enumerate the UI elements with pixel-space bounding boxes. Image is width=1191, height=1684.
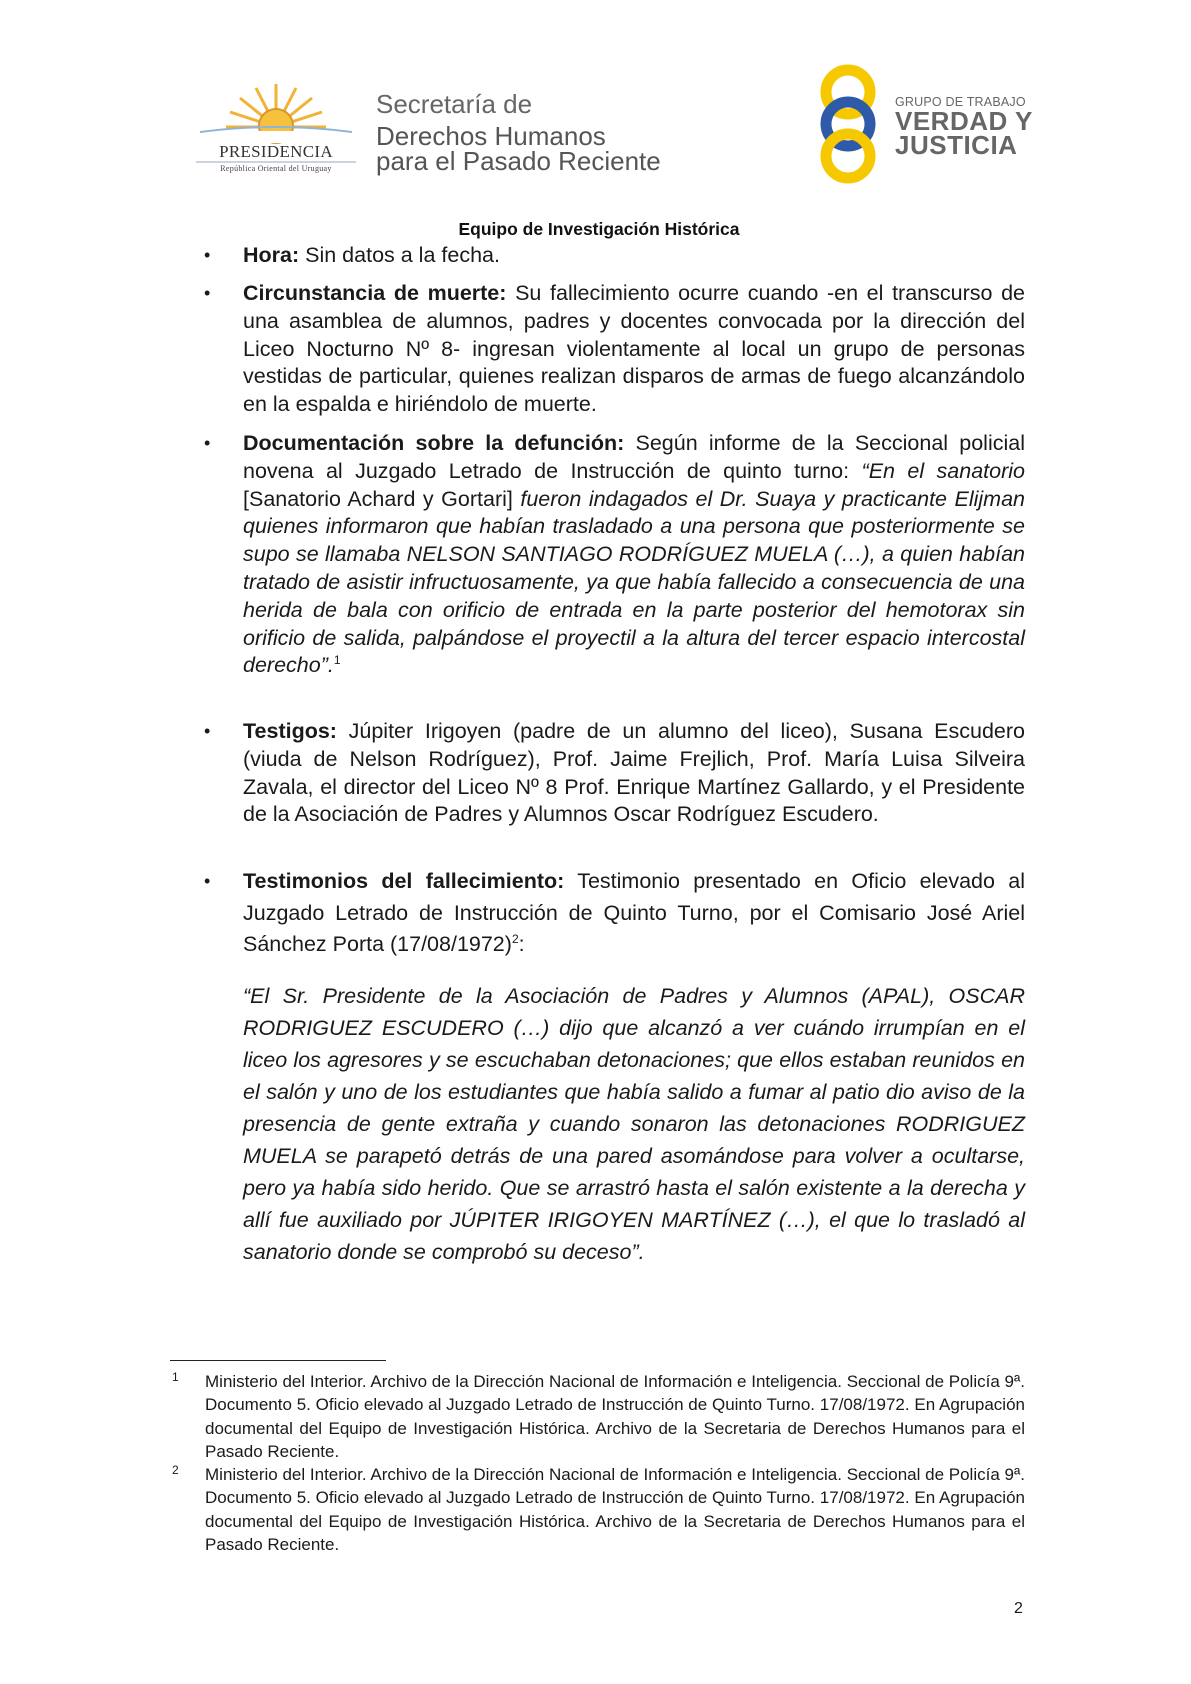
item-testigos-text: Júpiter Irigoyen (padre de un alumno del liceo), Susana Escudero (viuda de Nelson Rodríguez), Prof. Jaime Frejlich, Prof. María Luisa Silveira Zavala, el director del Liceo Nº 8 Prof. Enrique Martínez Gallardo, y el Presidente de la Asociación de Padres y Alumnos Oscar Rodríguez Escudero. [243, 719, 1025, 827]
item-circunstancia [243, 280, 1025, 419]
footnote-2-number: 2 [172, 1463, 179, 1477]
item-documentacion-label: Documentación sobre la defunción: [243, 431, 625, 455]
secretaria-line-1: Secretaría de [376, 89, 533, 119]
item-testigos [243, 718, 1025, 829]
footnote-2-text: Ministerio del Interior. Archivo de la Dirección Nacional de Información e Inteligencia. Seccional de Policía 9ª. Documento 5. Oficio elevado al Juzgado Letrado de Instrucción de Quinto Turno. 17/08/1972. En Agrupación documental del Equipo de Investigación Histórica. Archivo de la Secretaria de Derechos Humanos para el Pasado Reciente. [205, 1465, 1025, 1555]
item-documentacion [243, 430, 1025, 680]
item-hora-label: Hora: [243, 243, 300, 267]
bullet-icon: • [204, 283, 211, 303]
bullet-icon: • [204, 433, 211, 453]
item-documentacion-intro: Según informe de la Seccional policial novena al Juzgado Letrado de Instrucción de quinto turno: [243, 431, 1025, 483]
bullet-icon: • [204, 871, 211, 891]
bullet-icon: • [204, 245, 211, 265]
testimony-quote: “El Sr. Presidente de la Asociación de Padres y Alumnos (APAL), OSCAR RODRIGUEZ ESCUDERO (…) dijo que alcanzó a ver cuándo irrumpían en el liceo los agresores y se escuchaban detonaciones; que ellos estaban reunidos en el salón y uno de los estudiantes que había salido a fumar al patio dio aviso de la presencia de gente extraña y cuando sonaron las detonaciones RODRIGUEZ MUELA se parapetó detrás de una pared asomándose para volver a ocultarse, pero ya había sido herido. Que se arrastró hasta el salón existente a la derecha y allí fue auxiliado por JÚPITER IRIGOYEN MARTÍNEZ (…), el que lo trasladó al sanatorio donde se comprobó su deceso”. [243, 984, 1025, 1264]
item-documentacion-quote-2: fueron indagados el Dr. Suaya y practicante Elijman quienes informaron que habían trasladado a una persona que posteriormente se supo se llamaba NELSON SANTIAGO RODRÍGUEZ MUELA (…), a quien habían tratado de asistir infructuosamente, ya que había fallecido a consecuencia de una herida de bala con orificio de entrada en la parte posterior del hemotorax sin orificio de salida, palpándose el proyectil a la altura del tercer espacio intercostal derecho”. [243, 486, 1025, 678]
footnote-1-number: 1 [172, 1370, 179, 1384]
bullet-icon: • [204, 721, 211, 741]
footnote-ref-1[interactable]: 1 [333, 653, 341, 668]
rings-icon [808, 62, 888, 184]
grupo-line-3: JUSTICIA [895, 130, 1018, 160]
item-documentacion-quote-1: “En el sanatorio [861, 458, 1025, 483]
secretaria-line-3: para el Pasado Reciente [376, 146, 661, 176]
item-testimonios-label: Testimonios del fallecimiento: [243, 869, 565, 893]
grupo-rings-logo [808, 62, 888, 184]
footnote-1-text: Ministerio del Interior. Archivo de la Dirección Nacional de Información e Inteligencia. Seccional de Policía 9ª. Documento 5. Oficio elevado al Juzgado Letrado de Instrucción de Quinto Turno. 17/08/1972. En Agrupación documental del Equipo de Investigación Histórica. Archivo de la Secretaria de Derechos Humanos para el Pasado Reciente. [205, 1372, 1025, 1462]
footnote-divider [170, 1360, 386, 1361]
item-testigos-label: Testigos: [243, 719, 337, 743]
presidencia-name: PRESIDENCIA [219, 142, 333, 161]
item-testimonios [243, 866, 1025, 961]
item-testimonios-text: Testimonio presentado en Oficio elevado al Juzgado Letrado de Instrucción de Quinto Turno, por el Comisario José Ariel Sánchez Porta (17/08/1972) [243, 869, 1025, 956]
grupo-line-2: VERDAD Y [895, 106, 1033, 136]
item-circunstancia-text: Su fallecimiento ocurre cuando -en el transcurso de una asamblea de alumnos, padres y docentes convocada por la dirección del Liceo Nocturno Nº 8- ingresan violentamente al local un grupo de personas vestidas de particular, quienes realizan disparos de armas de fuego alcanzándolo en la espalda e hiriéndolo de muerte. [243, 281, 1026, 417]
page-number: 2 [1014, 1600, 1023, 1617]
team-title: Equipo de Investigación Histórica [458, 219, 740, 239]
grupo-line-1: GRUPO DE TRABAJO [895, 95, 1026, 109]
item-testimonios-suffix: : [518, 932, 525, 956]
footnote-ref-2[interactable]: 2 [511, 931, 519, 946]
item-circunstancia-label: Circunstancia de muerte: [243, 281, 507, 305]
presidencia-subtitle: República Oriental del Uruguay [220, 164, 332, 173]
item-documentacion-bracket: [Sanatorio Achard y Gortari] [243, 486, 521, 511]
item-hora [243, 242, 1025, 270]
item-hora-text: Sin datos a la fecha. [299, 243, 500, 267]
secretaria-line-2: Derechos Humanos [376, 121, 606, 151]
